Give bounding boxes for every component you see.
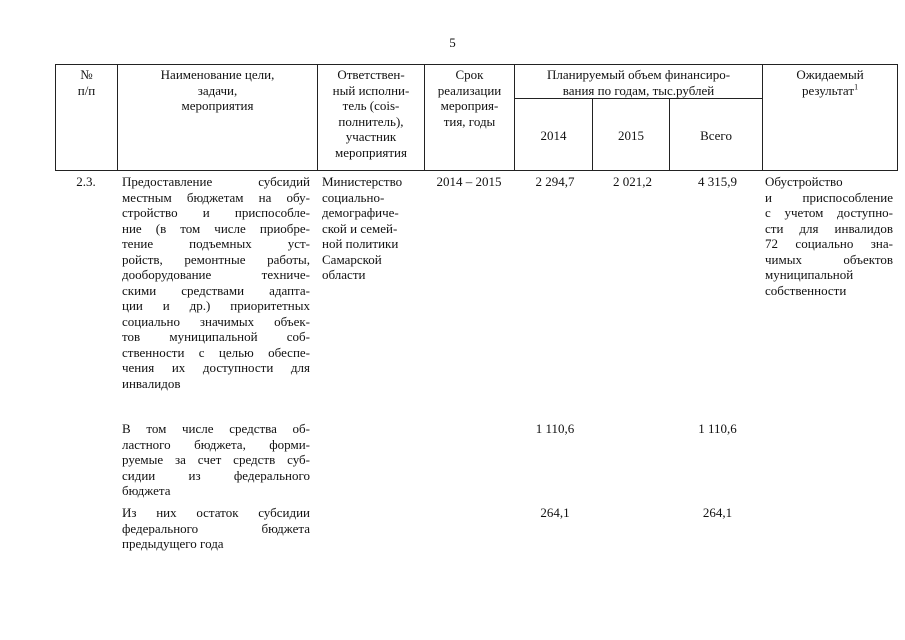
sub1-value-2014: 1 110,6 bbox=[535, 421, 575, 436]
result-footnote-mark: 1 bbox=[854, 82, 859, 92]
row-number: 2.3. bbox=[76, 174, 96, 189]
text-line: ственности с целью обеспе- bbox=[122, 344, 310, 360]
text-line: Самарской bbox=[322, 251, 382, 267]
text-line: местным бюджетам на обу- bbox=[122, 189, 310, 205]
row-value-2014: 2 294,7 bbox=[535, 174, 575, 189]
text-line: социально значимых объек- bbox=[122, 313, 310, 329]
row-result bbox=[765, 174, 893, 298]
text-line: ции и др.) приоритетных bbox=[122, 298, 310, 313]
text-line: скими средствами адапта- bbox=[122, 282, 310, 298]
header-financing: Планируемый объем финансиро- вания по годам, тыс.рублей bbox=[515, 65, 763, 99]
text-line: тов муниципальной соб- bbox=[122, 329, 310, 344]
row-responsible bbox=[322, 174, 422, 283]
row-period: 2014 – 2015 bbox=[436, 174, 502, 189]
header-responsible: Ответствен- ный исполни- тель (сois- полнитель), участник мероприятия bbox=[318, 65, 425, 171]
text-line: предыдущего года bbox=[122, 536, 224, 551]
text-line: 72 социально зна- bbox=[765, 236, 893, 251]
text-line: ной политики bbox=[322, 236, 399, 251]
row-total: 4 315,9 bbox=[698, 174, 737, 189]
text-line: федерального бюджета bbox=[122, 520, 310, 536]
header-name: Наименование цели, задачи, мероприятия bbox=[118, 65, 318, 171]
text-line: Предоставление субсидий bbox=[122, 174, 310, 189]
header-period: Срок реализации мероприя- тия, годы bbox=[425, 65, 515, 171]
text-line: муниципальной bbox=[765, 267, 854, 282]
text-line: руемые за счет средств суб- bbox=[122, 452, 310, 467]
text-line: сти для инвалидов bbox=[765, 220, 893, 236]
sub2-name bbox=[122, 505, 310, 552]
text-line: В том числе средства об- bbox=[122, 421, 310, 436]
text-line: с учетом доступно- bbox=[765, 205, 893, 220]
text-line: ние (в том числе приобре- bbox=[122, 220, 310, 236]
text-line: Министерство bbox=[322, 174, 403, 189]
header-result: Ожидаемый результат$^1$ bbox=[763, 65, 898, 171]
text-line: и приспособление bbox=[765, 189, 893, 205]
text-line: Обустройство bbox=[765, 174, 843, 189]
text-line: социально- bbox=[322, 189, 385, 205]
text-line: области bbox=[322, 267, 366, 282]
text-line: чения их доступности для bbox=[122, 360, 310, 375]
row-value-2015: 2 021,2 bbox=[613, 174, 652, 189]
text-line: сидии из федерального bbox=[122, 467, 310, 483]
sub2-value-2014: 264,1 bbox=[540, 505, 570, 520]
text-line: ластного бюджета, форми- bbox=[122, 436, 310, 452]
text-line: бюджета bbox=[122, 483, 171, 498]
row-name bbox=[122, 174, 310, 391]
sub1-name bbox=[122, 421, 310, 499]
text-line: инвалидов bbox=[122, 375, 181, 391]
page-number: 5 bbox=[449, 35, 456, 50]
sub2-total: 264,1 bbox=[702, 505, 733, 520]
text-line: ской и семей- bbox=[322, 220, 398, 236]
header-year-2015: 2015 bbox=[593, 99, 670, 171]
text-line: демографиче- bbox=[322, 205, 399, 220]
header-total: Всего bbox=[670, 99, 763, 171]
text-line: Из них остаток субсидии bbox=[122, 505, 310, 520]
text-line: тение подъемных уст- bbox=[122, 236, 310, 251]
header-year-2014: 2014 bbox=[515, 99, 593, 171]
text-line: стройство и приспособле- bbox=[122, 205, 310, 220]
table-header bbox=[55, 64, 898, 171]
sub1-total: 1 110,6 bbox=[698, 421, 737, 436]
header-number: № п/п bbox=[56, 65, 118, 171]
text-line: дооборудование техниче- bbox=[122, 267, 310, 282]
text-line: собственности bbox=[765, 282, 847, 298]
text-line: чимых объектов bbox=[765, 251, 893, 267]
text-line: ройств, ремонтные работы, bbox=[122, 251, 310, 267]
